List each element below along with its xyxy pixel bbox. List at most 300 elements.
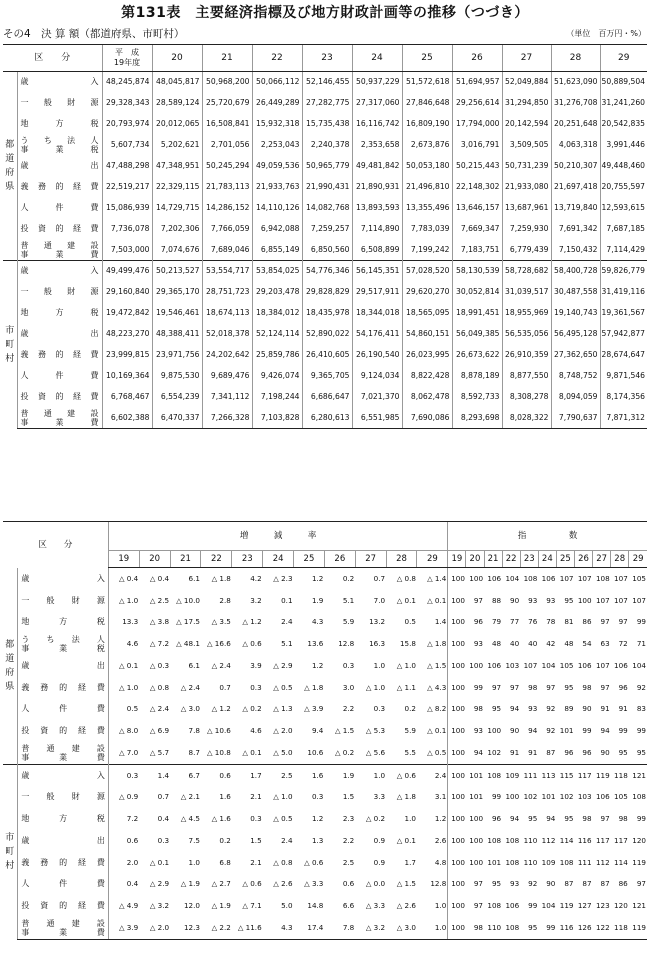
value-cell: 6,470,337 [152, 407, 202, 428]
rate-cell: 2.4 [281, 617, 293, 627]
rate-cell: 10.6 [307, 747, 324, 757]
page-title: 第131表 主要経済指標及び地方財政計画等の推移（つづき） [121, 5, 529, 21]
rate-cell: 1.7 [232, 764, 263, 786]
table-row [3, 303, 647, 324]
value-cell: 7,202,306 [152, 218, 202, 239]
rate-cell: △ 0.2 [365, 814, 386, 824]
rate-cell: 3.2 [250, 595, 262, 605]
rate-cell: 1.2 [434, 814, 447, 824]
index-cell: 96 [473, 617, 484, 627]
table-row [3, 365, 647, 386]
value-cell: 19,140,743 [551, 303, 600, 324]
rate-cell: 1.0 [373, 660, 386, 670]
table-row [3, 239, 647, 260]
index-cell: 89 [564, 704, 574, 714]
index-cell: 93 [473, 726, 484, 736]
value-cell: 25,720,679 [202, 93, 252, 114]
value-cell: 13,719,840 [551, 197, 600, 218]
index-cell: 100 [469, 573, 484, 583]
row-label: 歳 出 [17, 156, 102, 177]
value-cell: 21,990,431 [302, 176, 352, 197]
value-cell: 15,086,939 [102, 197, 152, 218]
index-cell: 96 [564, 747, 574, 757]
value-cell: 10,169,364 [102, 365, 152, 386]
index-cell: 101 [466, 764, 484, 786]
table-row [3, 135, 647, 156]
rate-cell: △ 3.5 [211, 617, 231, 627]
rate-cell: 0.5 [404, 617, 416, 627]
index-cell: 100 [487, 726, 502, 736]
index-cell: 95 [528, 814, 538, 824]
rate-cell: 14.8 [307, 901, 324, 911]
value-cell: 17,794,000 [452, 114, 502, 135]
index-cell: 108 [484, 764, 502, 786]
rate-cell: △ 5.3 [365, 726, 386, 736]
column-header-year-21: 21 [202, 45, 252, 72]
value-cell: 20,142,594 [502, 114, 551, 135]
row-label: 義 務 的 経 費 [17, 176, 102, 197]
rate-cell: 6.1 [188, 573, 200, 583]
value-cell: 6,508,899 [352, 239, 402, 260]
table-row [3, 852, 647, 874]
index-cell: 94 [473, 747, 484, 757]
value-cell: 31,276,708 [551, 93, 600, 114]
index-cell: 87 [600, 879, 610, 889]
rate-header: 増 減 率 [108, 522, 447, 551]
value-cell: 2,673,876 [402, 135, 452, 156]
index-cell: 42 [546, 639, 556, 649]
index-cell: 97 [546, 682, 556, 692]
index-cell: 98 [466, 917, 484, 939]
rate-cell: △ 2.5 [149, 595, 170, 605]
value-cell: 13,687,961 [502, 197, 551, 218]
index-cell: 71 [636, 639, 646, 649]
index-cell: 102 [559, 792, 574, 802]
group-label: 都 道 府 県 [5, 140, 15, 192]
value-cell: 26,910,359 [502, 345, 551, 366]
rate-year-23: 23 [232, 551, 263, 568]
value-cell: 13,355,496 [402, 197, 452, 218]
index-cell: 119 [629, 917, 647, 939]
table-row [3, 677, 647, 699]
value-cell: 8,293,698 [452, 407, 502, 428]
index-cell: 88 [491, 595, 502, 605]
index-cell: 109 [502, 764, 520, 786]
rate-cell: 1.5 [342, 792, 355, 802]
index-cell: 99 [582, 726, 592, 736]
rate-cell: 0.7 [219, 682, 231, 692]
index-cell: 48 [491, 639, 502, 649]
value-cell: 8,748,752 [551, 365, 600, 386]
index-year-21: 21 [484, 551, 502, 568]
index-cell: 95 [520, 917, 538, 939]
rate-cell: △ 1.0 [108, 677, 139, 699]
rate-cell: △ 2.4 [180, 682, 200, 692]
index-cell: 99 [618, 726, 628, 736]
index-cell: 118 [611, 764, 629, 786]
rate-cell: △ 0.2 [242, 704, 262, 714]
rate-cell: 4.2 [250, 573, 262, 583]
index-cell: 93 [473, 639, 484, 649]
index-cell: 92 [546, 726, 556, 736]
rate-cell: △ 1.2 [242, 617, 262, 627]
value-cell: 31,039,517 [502, 282, 551, 303]
value-cell: 57,028,520 [402, 261, 452, 282]
index-cell: 87 [582, 879, 592, 889]
index-cell: 106 [614, 660, 628, 670]
index-cell: 100 [448, 830, 466, 852]
index-cell: 94 [600, 726, 610, 736]
value-cell: 57,942,877 [600, 324, 647, 345]
value-cell: 26,449,289 [252, 93, 302, 114]
rate-cell: △ 3.2 [149, 901, 170, 911]
value-cell: 20,012,065 [152, 114, 202, 135]
value-cell: 8,878,189 [452, 365, 502, 386]
rate-cell: 0.6 [108, 830, 139, 852]
rate-cell: 2.2 [342, 704, 355, 714]
rate-cell: 5.9 [404, 726, 416, 736]
rate-cell: △ 5.7 [149, 747, 170, 757]
rate-cell: 4.3 [311, 617, 324, 627]
index-cell: 54 [582, 639, 592, 649]
rate-cell: △ 0.8 [149, 682, 170, 692]
rate-cell: △ 0.1 [396, 835, 416, 845]
index-cell: 107 [595, 595, 610, 605]
row-label: 投 資 的 経 費 [18, 895, 108, 917]
index-cell: 97 [510, 682, 520, 692]
rate-cell: △ 5.6 [365, 747, 386, 757]
index-cell: 81 [564, 617, 574, 627]
row-label: 人 件 費 [17, 197, 102, 218]
value-cell: 18,674,113 [202, 303, 252, 324]
column-header-year-28: 28 [551, 45, 600, 72]
index-cell: 100 [448, 852, 466, 874]
rate-cell: △ 2.4 [211, 660, 231, 670]
index-cell: 108 [487, 835, 502, 845]
value-cell: 7,183,751 [452, 239, 502, 260]
rate-cell: △ 8.2 [427, 704, 447, 714]
index-cell: 100 [448, 917, 466, 939]
rate-cell: △ 5.0 [273, 747, 293, 757]
table-row [3, 895, 647, 917]
rate-cell: △ 2.3 [273, 573, 293, 583]
value-cell: 50,245,294 [202, 156, 252, 177]
index-cell: 120 [632, 835, 646, 845]
value-cell: 6,686,647 [302, 386, 352, 407]
index-cell: 116 [556, 917, 574, 939]
rate-cell: 13.3 [108, 612, 139, 634]
index-cell: 127 [577, 901, 592, 911]
value-cell: 59,826,779 [600, 261, 647, 282]
rate-cell: △ 0.5 [273, 682, 293, 692]
value-cell: 8,592,733 [452, 386, 502, 407]
row-label: 投 資 的 経 費 [18, 720, 108, 742]
table-row [3, 93, 647, 114]
value-cell: 19,361,567 [600, 303, 647, 324]
value-cell: 3,509,505 [502, 135, 551, 156]
value-cell: 22,148,302 [452, 176, 502, 197]
index-cell: 105 [614, 792, 628, 802]
value-cell: 29,365,170 [152, 282, 202, 303]
value-cell: 7,790,637 [551, 407, 600, 428]
value-cell: 18,565,095 [402, 303, 452, 324]
rate-cell: △ 1.8 [427, 639, 447, 649]
index-cell: 120 [614, 901, 628, 911]
rate-cell: 0.2 [219, 835, 231, 845]
value-cell: 56,145,351 [352, 261, 402, 282]
index-cell: 119 [559, 901, 574, 911]
unit-label: （単位 百万円・%） [566, 29, 646, 38]
index-cell: 122 [593, 917, 611, 939]
value-cell: 13,893,593 [352, 197, 402, 218]
value-cell: 21,783,113 [202, 176, 252, 197]
value-cell: 21,890,931 [352, 176, 402, 197]
value-cell: 15,735,438 [302, 114, 352, 135]
value-cell: 58,728,682 [502, 261, 551, 282]
value-cell: 2,253,043 [252, 135, 302, 156]
value-cell: 19,546,461 [152, 303, 202, 324]
rate-cell: △ 0.6 [304, 857, 324, 867]
group-label: 市 町 村 [3, 261, 17, 429]
value-cell: 52,049,884 [502, 72, 551, 93]
value-cell: 6,602,388 [102, 407, 152, 428]
index-cell: 108 [487, 901, 502, 911]
rate-cell: 5.9 [342, 617, 355, 627]
rate-year-24: 24 [263, 551, 294, 568]
value-cell: 13,646,157 [452, 197, 502, 218]
index-cell: 98 [582, 814, 592, 824]
group-label: 市 町 村 [3, 764, 18, 939]
value-cell: 48,245,874 [102, 72, 152, 93]
value-cell: 7,691,342 [551, 218, 600, 239]
index-cell: 116 [577, 835, 592, 845]
value-cell: 8,877,550 [502, 365, 551, 386]
rate-cell: △ 1.0 [108, 590, 139, 612]
row-label: 歳 出 [17, 324, 102, 345]
index-cell: 108 [559, 857, 574, 867]
rate-cell: △ 11.6 [232, 917, 263, 939]
value-cell: 9,871,546 [600, 365, 647, 386]
value-cell: 48,045,817 [152, 72, 202, 93]
rate-cell: 0.3 [373, 704, 386, 714]
rate-cell: 1.4 [139, 764, 170, 786]
value-cell: 7,198,244 [252, 386, 302, 407]
rate-cell: △ 0.3 [149, 660, 170, 670]
value-cell: 7,074,676 [152, 239, 202, 260]
value-cell: 9,124,034 [352, 365, 402, 386]
row-label: 歳 入 [17, 72, 102, 93]
index-cell: 110 [523, 857, 538, 867]
value-cell: 20,251,648 [551, 114, 600, 135]
index-cell: 106 [487, 573, 502, 583]
index-cell: 99 [636, 814, 646, 824]
index-cell: 100 [448, 677, 466, 699]
value-cell: 7,259,930 [502, 218, 551, 239]
table-row [3, 282, 647, 303]
rate-cell: △ 2.2 [201, 917, 232, 939]
rate-cell: 0.6 [201, 764, 232, 786]
index-cell: 107 [614, 573, 628, 583]
index-cell: 40 [510, 639, 520, 649]
index-year-24: 24 [538, 551, 556, 568]
value-cell: 52,124,114 [252, 324, 302, 345]
rate-cell: 4.6 [250, 726, 262, 736]
index-cell: 100 [448, 874, 466, 896]
rate-cell: △ 2.1 [180, 792, 200, 802]
table-row [3, 72, 647, 93]
value-cell: 21,933,080 [502, 176, 551, 197]
row-label: 歳 入 [18, 764, 108, 786]
rate-cell: △ 1.8 [304, 682, 324, 692]
value-cell: 29,160,840 [102, 282, 152, 303]
index-cell: 101 [469, 792, 484, 802]
rate-cell: △ 0.6 [386, 764, 417, 786]
index-cell: 104 [541, 901, 556, 911]
value-cell: 7,687,185 [600, 218, 647, 239]
value-cell: 8,308,278 [502, 386, 551, 407]
rate-cell: △ 16.6 [206, 639, 231, 649]
index-cell: 95 [636, 747, 646, 757]
index-cell: 97 [600, 814, 610, 824]
value-cell: 30,487,558 [551, 282, 600, 303]
value-cell: 23,999,815 [102, 345, 152, 366]
rate-cell: △ 1.5 [427, 660, 447, 670]
value-cell: 7,199,242 [402, 239, 452, 260]
index-cell: 108 [632, 792, 646, 802]
value-cell: 6,779,439 [502, 239, 551, 260]
index-cell: 121 [629, 764, 647, 786]
index-cell: 100 [469, 835, 484, 845]
index-cell: 107 [632, 595, 646, 605]
index-cell: 99 [491, 792, 502, 802]
value-cell: 29,328,343 [102, 93, 152, 114]
rate-cell: △ 0.0 [365, 879, 386, 889]
rate-cell: △ 0.5 [427, 747, 447, 757]
value-cell: 5,607,734 [102, 135, 152, 156]
row-label: 人 件 費 [18, 699, 108, 721]
table-row [3, 197, 647, 218]
value-cell: 8,028,322 [502, 407, 551, 428]
rate-cell: 3.9 [250, 660, 262, 670]
value-cell: 2,353,658 [352, 135, 402, 156]
value-cell: 9,689,476 [202, 365, 252, 386]
value-cell: 20,793,974 [102, 114, 152, 135]
rate-cell: △ 2.6 [273, 879, 293, 889]
index-cell: 100 [448, 808, 466, 830]
rate-year-27: 27 [355, 551, 386, 568]
rate-year-29: 29 [417, 551, 448, 568]
rate-year-20: 20 [139, 551, 170, 568]
index-cell: 95 [618, 747, 628, 757]
index-year-22: 22 [502, 551, 520, 568]
value-cell: 7,669,347 [452, 218, 502, 239]
rate-cell: 1.2 [311, 814, 324, 824]
rate-cell: △ 0.1 [149, 857, 170, 867]
value-cell: 7,114,429 [600, 239, 647, 260]
index-cell: 99 [636, 726, 646, 736]
value-cell: 2,701,056 [202, 135, 252, 156]
index-cell: 119 [632, 857, 646, 867]
rate-cell: △ 1.3 [273, 704, 293, 714]
index-cell: 106 [577, 660, 592, 670]
rate-cell: △ 0.4 [149, 573, 170, 583]
index-cell: 101 [559, 726, 574, 736]
rate-cell: 1.2 [311, 573, 324, 583]
table-row [3, 612, 647, 634]
value-cell: 6,280,613 [302, 407, 352, 428]
rate-cell: △ 48.1 [176, 639, 200, 649]
index-cell: 101 [541, 792, 556, 802]
index-cell: 91 [510, 747, 520, 757]
table-row [3, 568, 647, 590]
index-cell: 117 [574, 764, 592, 786]
index-cell: 114 [559, 835, 574, 845]
index-cell: 94 [546, 814, 556, 824]
value-cell: 19,472,842 [102, 303, 152, 324]
value-cell: 50,210,307 [551, 156, 600, 177]
index-cell: 94 [528, 726, 538, 736]
rate-cell: △ 7.0 [108, 742, 139, 764]
index-cell: 97 [600, 682, 610, 692]
index-cell: 97 [636, 879, 646, 889]
value-cell: 7,021,370 [352, 386, 402, 407]
value-cell: 21,697,418 [551, 176, 600, 197]
index-cell: 107 [523, 660, 538, 670]
index-cell: 111 [520, 764, 538, 786]
index-cell: 112 [595, 857, 610, 867]
value-cell: 51,572,618 [402, 72, 452, 93]
value-cell: 21,496,810 [402, 176, 452, 197]
rate-cell: 0.4 [108, 874, 139, 896]
value-cell: 47,488,298 [102, 156, 152, 177]
rate-cell: 0.4 [157, 814, 170, 824]
index-cell: 106 [541, 573, 556, 583]
index-cell: 106 [595, 792, 610, 802]
value-cell: 24,202,642 [202, 345, 252, 366]
value-cell: 29,517,911 [352, 282, 402, 303]
index-year-23: 23 [520, 551, 538, 568]
index-cell: 102 [523, 792, 538, 802]
value-cell: 56,049,385 [452, 324, 502, 345]
value-cell: 14,082,768 [302, 197, 352, 218]
index-cell: 77 [510, 617, 520, 627]
index-cell: 118 [611, 917, 629, 939]
row-label: 投 資 的 経 費 [17, 386, 102, 407]
rate-cell: 17.4 [294, 917, 325, 939]
rate-cell: △ 1.9 [211, 901, 231, 911]
index-cell: 97 [473, 595, 484, 605]
index-cell: 115 [556, 764, 574, 786]
value-cell: 50,066,112 [252, 72, 302, 93]
value-cell: 7,871,312 [600, 407, 647, 428]
row-label: 投 資 的 経 費 [17, 218, 102, 239]
index-cell: 72 [618, 639, 628, 649]
index-cell: 92 [636, 682, 646, 692]
index-cell: 95 [564, 595, 574, 605]
value-cell: 8,174,356 [600, 386, 647, 407]
index-cell: 97 [473, 901, 484, 911]
rate-cell: △ 3.0 [180, 704, 200, 714]
value-cell: 9,365,705 [302, 365, 352, 386]
row-label: 人 件 費 [18, 874, 108, 896]
rate-year-25: 25 [294, 551, 325, 568]
rate-cell: △ 1.0 [273, 792, 293, 802]
value-cell: 29,256,614 [452, 93, 502, 114]
table-row [3, 345, 647, 366]
group-label: 都 道 府 県 [5, 639, 15, 692]
rate-cell: △ 3.2 [355, 917, 386, 939]
index-cell: 103 [505, 660, 520, 670]
